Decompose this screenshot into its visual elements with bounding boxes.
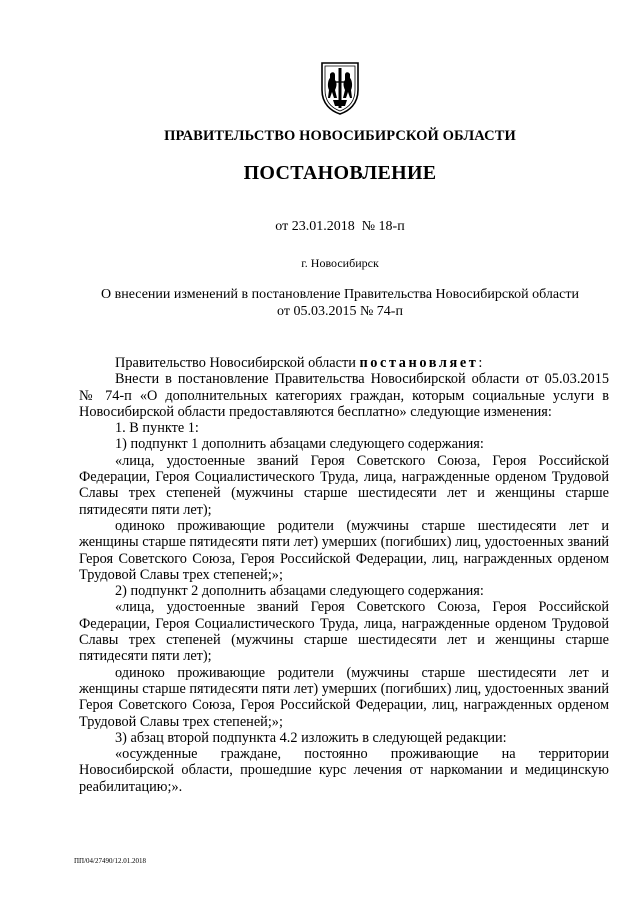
- paragraph: одиноко проживающие родители (мужчины старше шестидесяти лет и женщины старше пятидесяти пяти лет) умерших (погибших) лиц, удостоенных званий Героя Советского Союза, Героя Российской Федерации, лиц, награжденных орденом Трудовой Славы трех степеней;»;: [79, 664, 609, 730]
- subject: [0, 287, 640, 320]
- paragraph: 2) подпункт 2 дополнить абзацами следующего содержания:: [115, 583, 484, 600]
- document-body: [79, 355, 609, 795]
- document-type: ПОСТАНОВЛЕНИЕ: [243, 162, 437, 184]
- paragraph: 3) абзац второй подпункта 4.2 изложить в следующей редакции:: [115, 729, 507, 746]
- footer-code: ПП/04/27490/12.01.2018: [74, 857, 146, 865]
- resolution-verb: постановляет: [359, 355, 479, 371]
- paragraph: «лица, удостоенные званий Героя Советского Союза, Героя Российской Федерации, Героя Социалистического Труда, лица, награжденные орденом Трудовой Славы трех степеней (мужчины старше шестидесяти лет и женщины старше пятидесяти пяти лет);: [79, 599, 609, 665]
- resolution-suffix: :: [478, 355, 483, 371]
- paragraph: Внести в постановление Правительства Новосибирской области от 05.03.2015 № 74-п «О дополнительных категориях граждан, которым социальные услуги в Новосибирской области предоставляются бесплатно» следующие изменения:: [79, 371, 609, 420]
- resolution-prefix: Правительство Новосибирской области: [115, 355, 360, 371]
- subject-line-1: О внесении изменений в постановление Правительства Новосибирской области: [101, 287, 579, 302]
- date-number: от 23.01.2018 № 18-п: [275, 219, 405, 234]
- paragraph: 1. В пункте 1:: [115, 420, 199, 437]
- paragraph-resolution: [79, 355, 609, 371]
- paragraph: 1) подпункт 1 дополнить абзацами следующего содержания:: [115, 436, 484, 453]
- authority-title: ПРАВИТЕЛЬСТВО НОВОСИБИРСКОЙ ОБЛАСТИ: [164, 128, 516, 144]
- city: г. Новосибирск: [301, 256, 379, 270]
- paragraph: «осужденные граждане, постоянно проживающие на территории Новосибирской области, прошедшие курс лечения от наркомании и медицинскую реабилитацию;».: [79, 746, 609, 795]
- subject-line-2: от 05.03.2015 № 74-п: [277, 303, 403, 319]
- coat-of-arms-icon: [317, 60, 363, 116]
- paragraph: «лица, удостоенные званий Героя Советского Союза, Героя Российской Федерации, Героя Социалистического Труда, лица, награжденные орденом Трудовой Славы трех степеней (мужчины старше шестидесяти лет и женщины старше пятидесяти пяти лет);: [79, 452, 609, 518]
- paragraph: одиноко проживающие родители (мужчины старше шестидесяти лет и женщины старше пятидесяти пяти лет) умерших (погибших) лиц, удостоенных званий Героя Советского Союза, Героя Российской Федерации, лиц, награжденных орденом Трудовой Славы трех степеней;»;: [79, 517, 609, 583]
